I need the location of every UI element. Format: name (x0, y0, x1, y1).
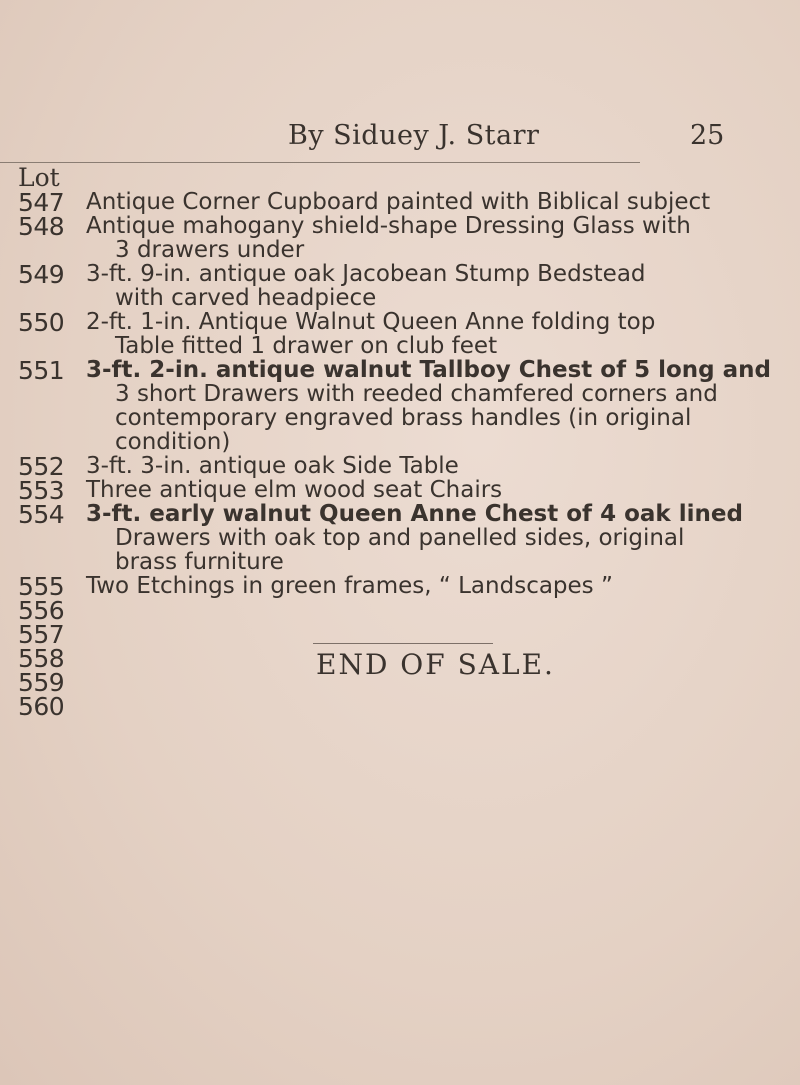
lot-number: 555 (18, 572, 65, 601)
description-line: Antique Corner Cupboard painted with Biblical subject (86, 189, 711, 215)
lot-description (86, 358, 786, 454)
lot-number: 558 (18, 644, 65, 673)
lot-description (86, 262, 786, 310)
lot-number: 560 (18, 692, 65, 721)
lot-description (86, 574, 786, 598)
lot-description (86, 190, 786, 214)
lot-number: 553 (18, 476, 65, 505)
lot-number: 548 (18, 212, 65, 241)
description-line: 3-ft. 2-in. antique walnut Tallboy Chest of 5 long and (86, 357, 772, 383)
page-header: By Siduey J. Starr (288, 120, 540, 151)
description-line: contemporary engraved brass handles (in original (115, 405, 692, 431)
description-line: 3-ft. 9-in. antique oak Jacobean Stump Bedstead (86, 261, 646, 287)
description-line: with carved headpiece (115, 285, 377, 311)
end-of-sale: END OF SALE. (316, 648, 555, 681)
lot-description (86, 214, 786, 262)
lot-description (86, 454, 786, 478)
lot-number: 549 (18, 260, 65, 289)
description-line: Antique mahogany shield-shape Dressing Glass with (86, 213, 691, 239)
lot-number: 557 (18, 620, 65, 649)
lot-number: 550 (18, 308, 65, 337)
description-line: condition) (115, 429, 231, 455)
lot-number: 556 (18, 596, 65, 625)
lot-column-heading: Lot (18, 163, 60, 192)
description-line: Three antique elm wood seat Chairs (86, 477, 503, 503)
end-rule (313, 643, 493, 644)
description-line: 3-ft. 3-in. antique oak Side Table (86, 453, 459, 479)
description-line: brass furniture (115, 549, 284, 575)
lot-description (86, 502, 786, 574)
description-line: Drawers with oak top and panelled sides, original (115, 525, 685, 551)
description-line: Table fitted 1 drawer on club feet (115, 333, 498, 359)
lot-number: 559 (18, 668, 65, 697)
description-line: 3 short Drawers with reeded chamfered corners and (115, 381, 718, 407)
lot-number: 554 (18, 500, 65, 529)
description-line: 3 drawers under (115, 237, 305, 263)
description-line: Two Etchings in green frames, “ Landscapes ” (86, 573, 613, 599)
lot-number: 551 (18, 356, 65, 385)
lot-description (86, 310, 786, 358)
description-line: 3-ft. early walnut Queen Anne Chest of 4 oak lined (86, 501, 743, 527)
lot-description (86, 478, 786, 502)
page-number: 25 (690, 120, 725, 151)
lot-number: 547 (18, 188, 65, 217)
description-line: 2-ft. 1-in. Antique Walnut Queen Anne folding top (86, 309, 656, 335)
lot-number: 552 (18, 452, 65, 481)
header-rule (0, 162, 640, 163)
